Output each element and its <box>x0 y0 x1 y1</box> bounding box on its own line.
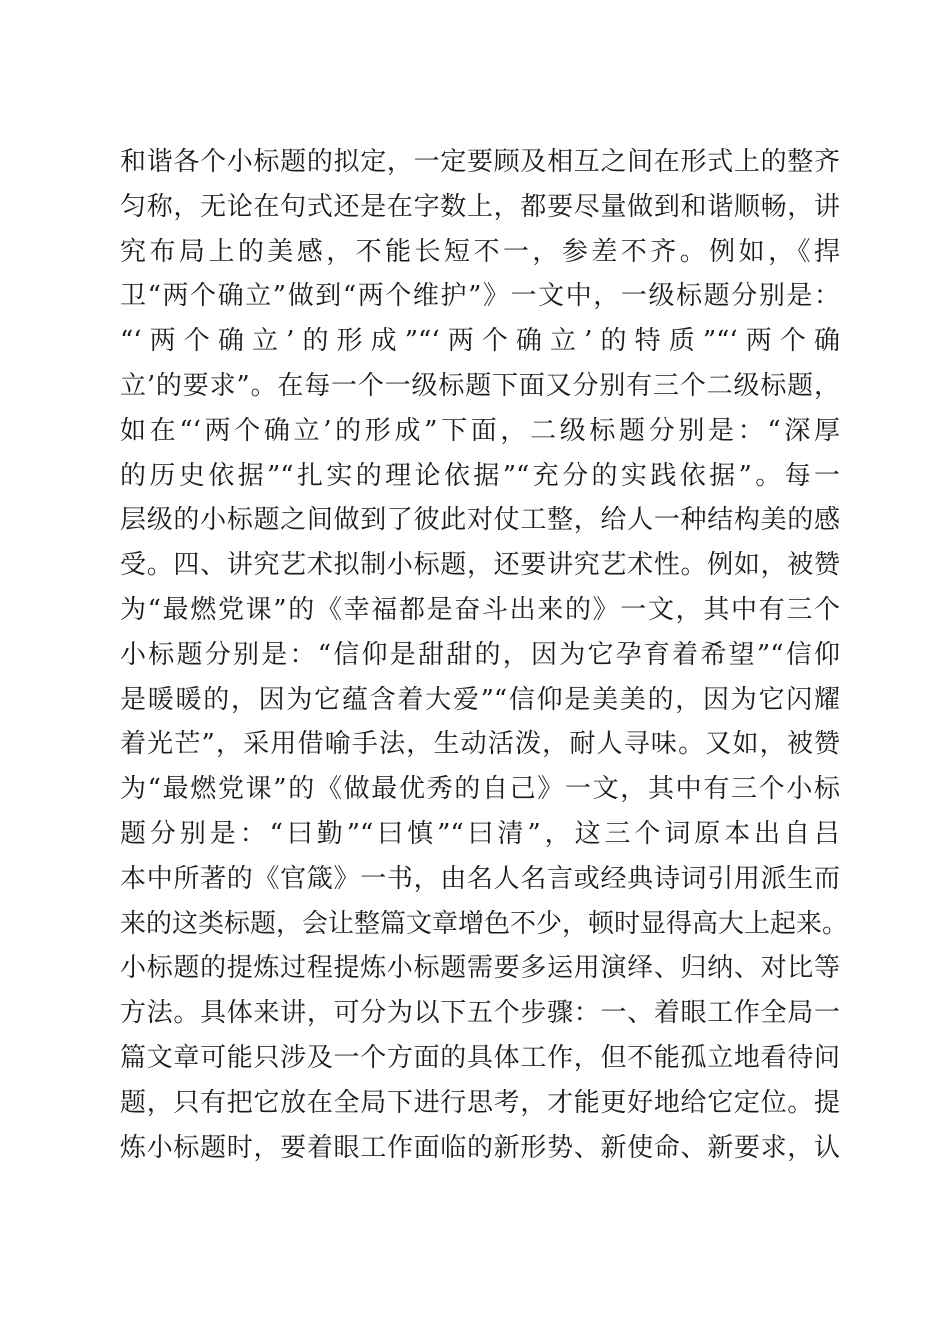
text-line: 卫“两个确立”做到“两个维护”》一文中，一级标题分别是： <box>120 281 840 312</box>
text-line: 的历史依据”“扎实的理论依据”“充分的实践依据”。每一 <box>120 460 840 491</box>
text-line: 为“最燃党课”的《幸福都是奋斗出来的》一文，其中有三个 <box>120 594 840 625</box>
text-line: 题，只有把它放在全局下进行思考，才能更好地给它定位。提 <box>120 1087 840 1118</box>
text-line: 匀称，无论在句式还是在字数上，都要尽量做到和谐顺畅，讲 <box>120 191 840 222</box>
text-line: 是暖暖的，因为它蕴含着大爱”“信仰是美美的，因为它闪耀 <box>120 684 840 715</box>
text-line: 篇文章可能只涉及一个方面的具体工作，但不能孤立地看待问 <box>120 1042 840 1073</box>
text-line: 本中所著的《官箴》一书，由名人名言或经典诗词引用派生而 <box>120 863 840 894</box>
text-line: 和谐各个小标题的拟定，一定要顾及相互之间在形式上的整齐 <box>120 147 840 177</box>
text-line: 炼小标题时，要着眼工作面临的新形势、新使命、新要求，认 <box>120 1132 840 1163</box>
text-line: 题分别是：“曰勤”“曰慎”“曰清”，这三个词原本出自吕 <box>120 818 840 849</box>
text-line: 立’的要求”。在每一个一级标题下面又分别有三个二级标题， <box>120 370 840 401</box>
text-line: 小标题的提炼过程提炼小标题需要多运用演绎、归纳、对比等 <box>120 953 840 984</box>
text-line: 来的这类标题，会让整篇文章增色不少，顿时显得高大上起来。 <box>120 908 849 939</box>
text-line: 层级的小标题之间做到了彼此对仗工整，给人一种结构美的感 <box>120 505 840 536</box>
body-text <box>120 140 849 1170</box>
text-line: 如在“‘两个确立’的形成”下面，二级标题分别是：“深厚 <box>120 415 840 446</box>
text-line: 方法。具体来讲，可分为以下五个步骤：一、着眼工作全局一 <box>120 998 840 1029</box>
text-line: 小标题分别是：“信仰是甜甜的，因为它孕育着希望”“信仰 <box>120 639 840 670</box>
text-line: 着光芒”，采用借喻手法，生动活泼，耐人寻味。又如，被赞 <box>120 729 840 760</box>
text-line: 受。四、讲究艺术拟制小标题，还要讲究艺术性。例如，被赞 <box>120 550 840 581</box>
text-line: “‘两个确立’的形成”“‘两个确立’的特质”“‘两个确 <box>120 326 840 357</box>
text-line: 为“最燃党课”的《做最优秀的自己》一文，其中有三个小标 <box>120 774 840 805</box>
text-line: 究布局上的美感，不能长短不一，参差不齐。例如，《捍 <box>120 236 840 267</box>
